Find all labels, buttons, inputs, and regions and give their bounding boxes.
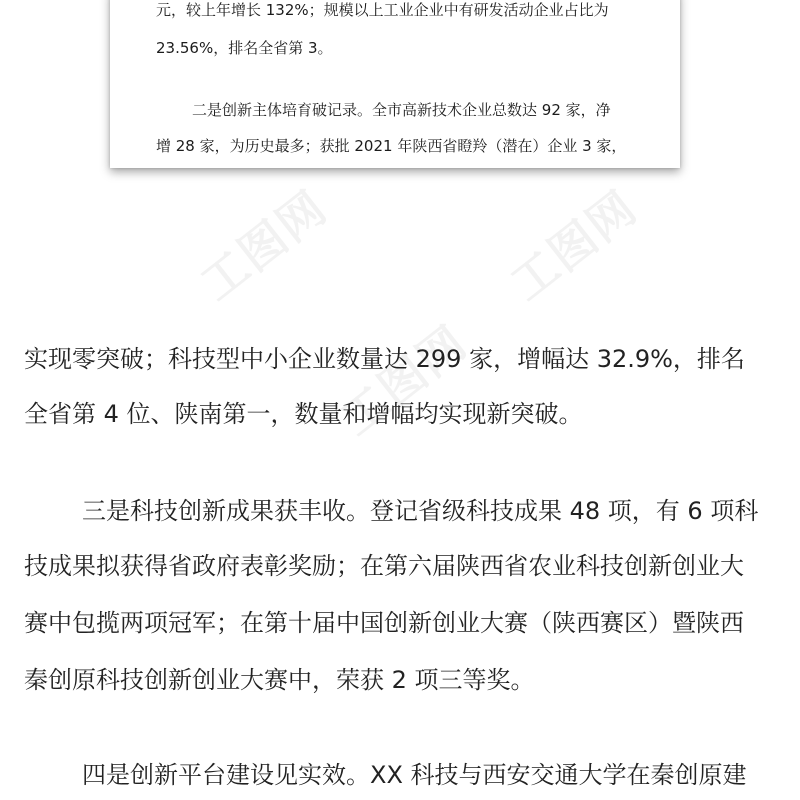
body-text-line: 三是科技创新成果获丰收。登记省级科技成果 48 项，有 6 项科: [82, 497, 759, 525]
body-text-line: 赛中包揽两项冠军；在第十届中国创新创业大赛（陕西赛区）暨陕西: [24, 609, 744, 637]
body-text-line: 全省第 4 位、陕南第一，数量和增幅均实现新突破。: [24, 400, 583, 428]
watermark: 工图网: [500, 179, 648, 311]
watermark: 工图网: [190, 179, 338, 311]
card-text-line: 二是创新主体培育破记录。全市高新技术企业总数达 92 家，净: [192, 101, 611, 119]
body-text-line: 实现零突破；科技型中小企业数量达 299 家，增幅达 32.9%，排名: [24, 345, 745, 373]
document-excerpt-card: [110, 0, 680, 168]
card-text-line: 23.56%，排名全省第 3。: [156, 39, 333, 57]
body-text-line: 秦创原科技创新创业大赛中，荣获 2 项三等奖。: [24, 666, 535, 694]
body-text-line: 技成果拟获得省政府表彰奖励；在第六届陕西省农业科技创新创业大: [24, 552, 744, 580]
watermark: 工图网: [330, 314, 478, 446]
card-text-line: 元，较上年增长 132%；规模以上工业企业中有研发活动企业占比为: [156, 1, 609, 19]
card-text-line: 增 28 家，为历史最多；获批 2021 年陕西省瞪羚（潜在）企业 3 家，: [156, 137, 627, 155]
body-text-line: 四是创新平台建设见实效。XX 科技与西安交通大学在秦创原建: [82, 761, 747, 789]
